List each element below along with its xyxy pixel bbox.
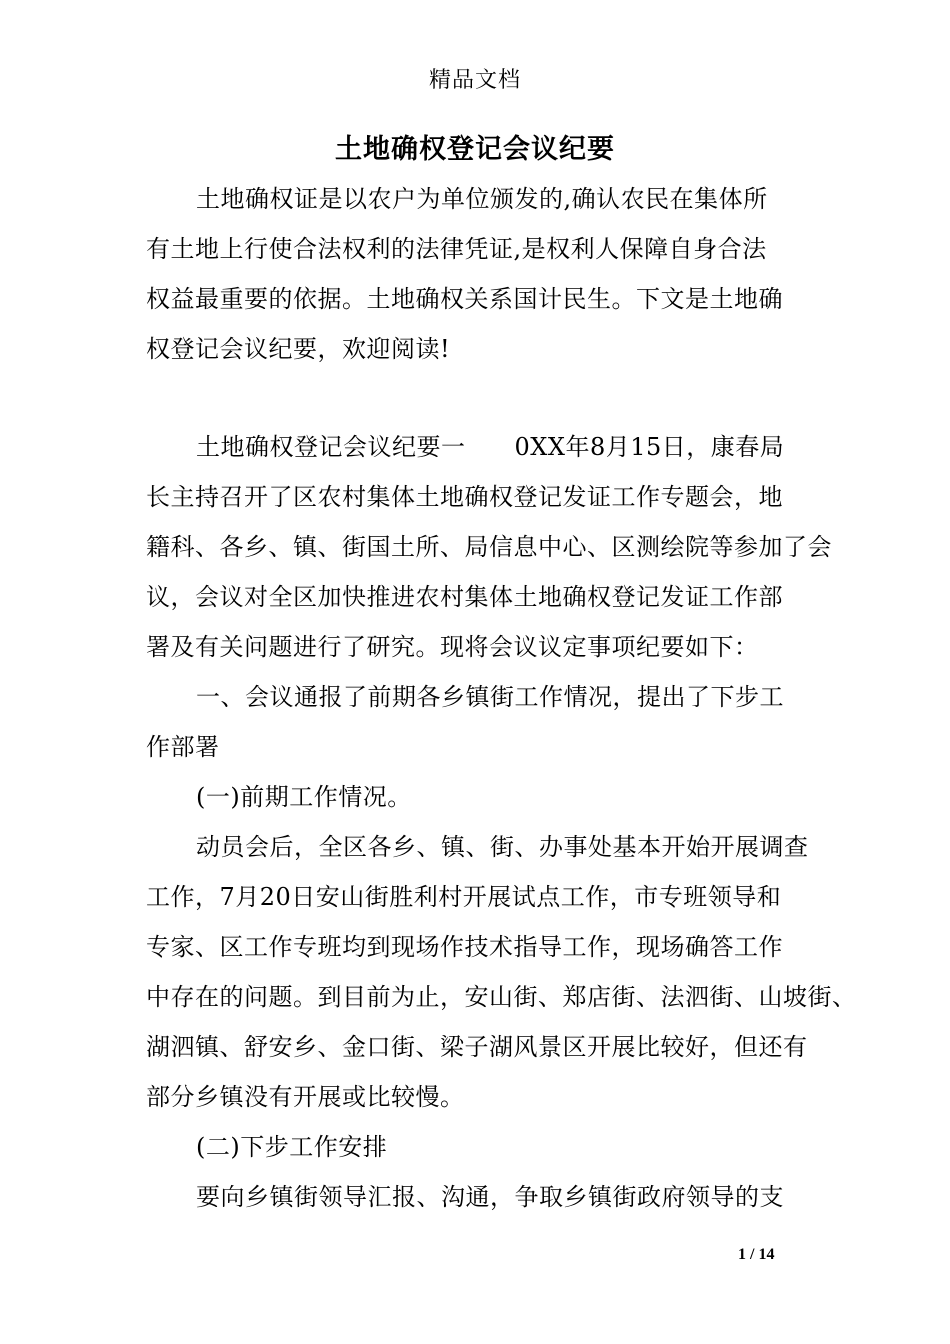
body-line: 议，会议对全区加快推进农村集体土地确权登记发证工作部 bbox=[146, 583, 783, 611]
body-line: 有土地上行使合法权利的法律凭证,是权利人保障自身合法 bbox=[146, 235, 767, 263]
body-line: 中存在的问题。到目前为止，安山街、郑店街、法泗街、山坡街、 bbox=[146, 983, 857, 1011]
body-line: 湖泗镇、舒安乡、金口街、梁子湖风景区开展比较好，但还有 bbox=[146, 1033, 808, 1061]
subsection-heading: (一)前期工作情况。 bbox=[196, 783, 412, 811]
body-line: 动员会后，全区各乡、镇、街、办事处基本开始开展调查 bbox=[196, 833, 809, 861]
document-title: 土地确权登记会议纪要 bbox=[335, 134, 615, 165]
subsection-heading: (二)下步工作安排 bbox=[196, 1133, 388, 1161]
body-line: 要向乡镇街领导汇报、沟通，争取乡镇街政府领导的支 bbox=[196, 1183, 784, 1211]
body-line: 权益最重要的依据。土地确权关系国计民生。下文是土地确 bbox=[146, 285, 783, 313]
body-line: 籍科、各乡、镇、街国土所、局信息中心、区测绘院等参加了会 bbox=[146, 533, 832, 561]
page-number: 1 / 14 bbox=[738, 1246, 775, 1263]
body-line: 权登记会议纪要，欢迎阅读! bbox=[146, 335, 451, 363]
body-line: 长主持召开了区农村集体土地确权登记发证工作专题会，地 bbox=[146, 483, 783, 511]
body-line: 署及有关问题进行了研究。现将会议议定事项纪要如下： bbox=[146, 633, 759, 661]
body-line: 土地确权登记会议纪要一 0XX年8月15日，康春局 bbox=[196, 433, 785, 461]
body-line: 专家、区工作专班均到现场作技术指导工作，现场确答工作 bbox=[146, 933, 783, 961]
body-line: 土地确权证是以农户为单位颁发的,确认农民在集体所 bbox=[196, 185, 768, 213]
body-line: 工作，7月20日安山街胜利村开展试点工作，市专班领导和 bbox=[146, 883, 782, 911]
header-label: 精品文档 bbox=[428, 68, 521, 93]
section-heading: 作部署 bbox=[146, 733, 220, 761]
section-heading: 一、会议通报了前期各乡镇街工作情况，提出了下步工 bbox=[196, 683, 784, 711]
body-line: 部分乡镇没有开展或比较慢。 bbox=[146, 1083, 465, 1111]
